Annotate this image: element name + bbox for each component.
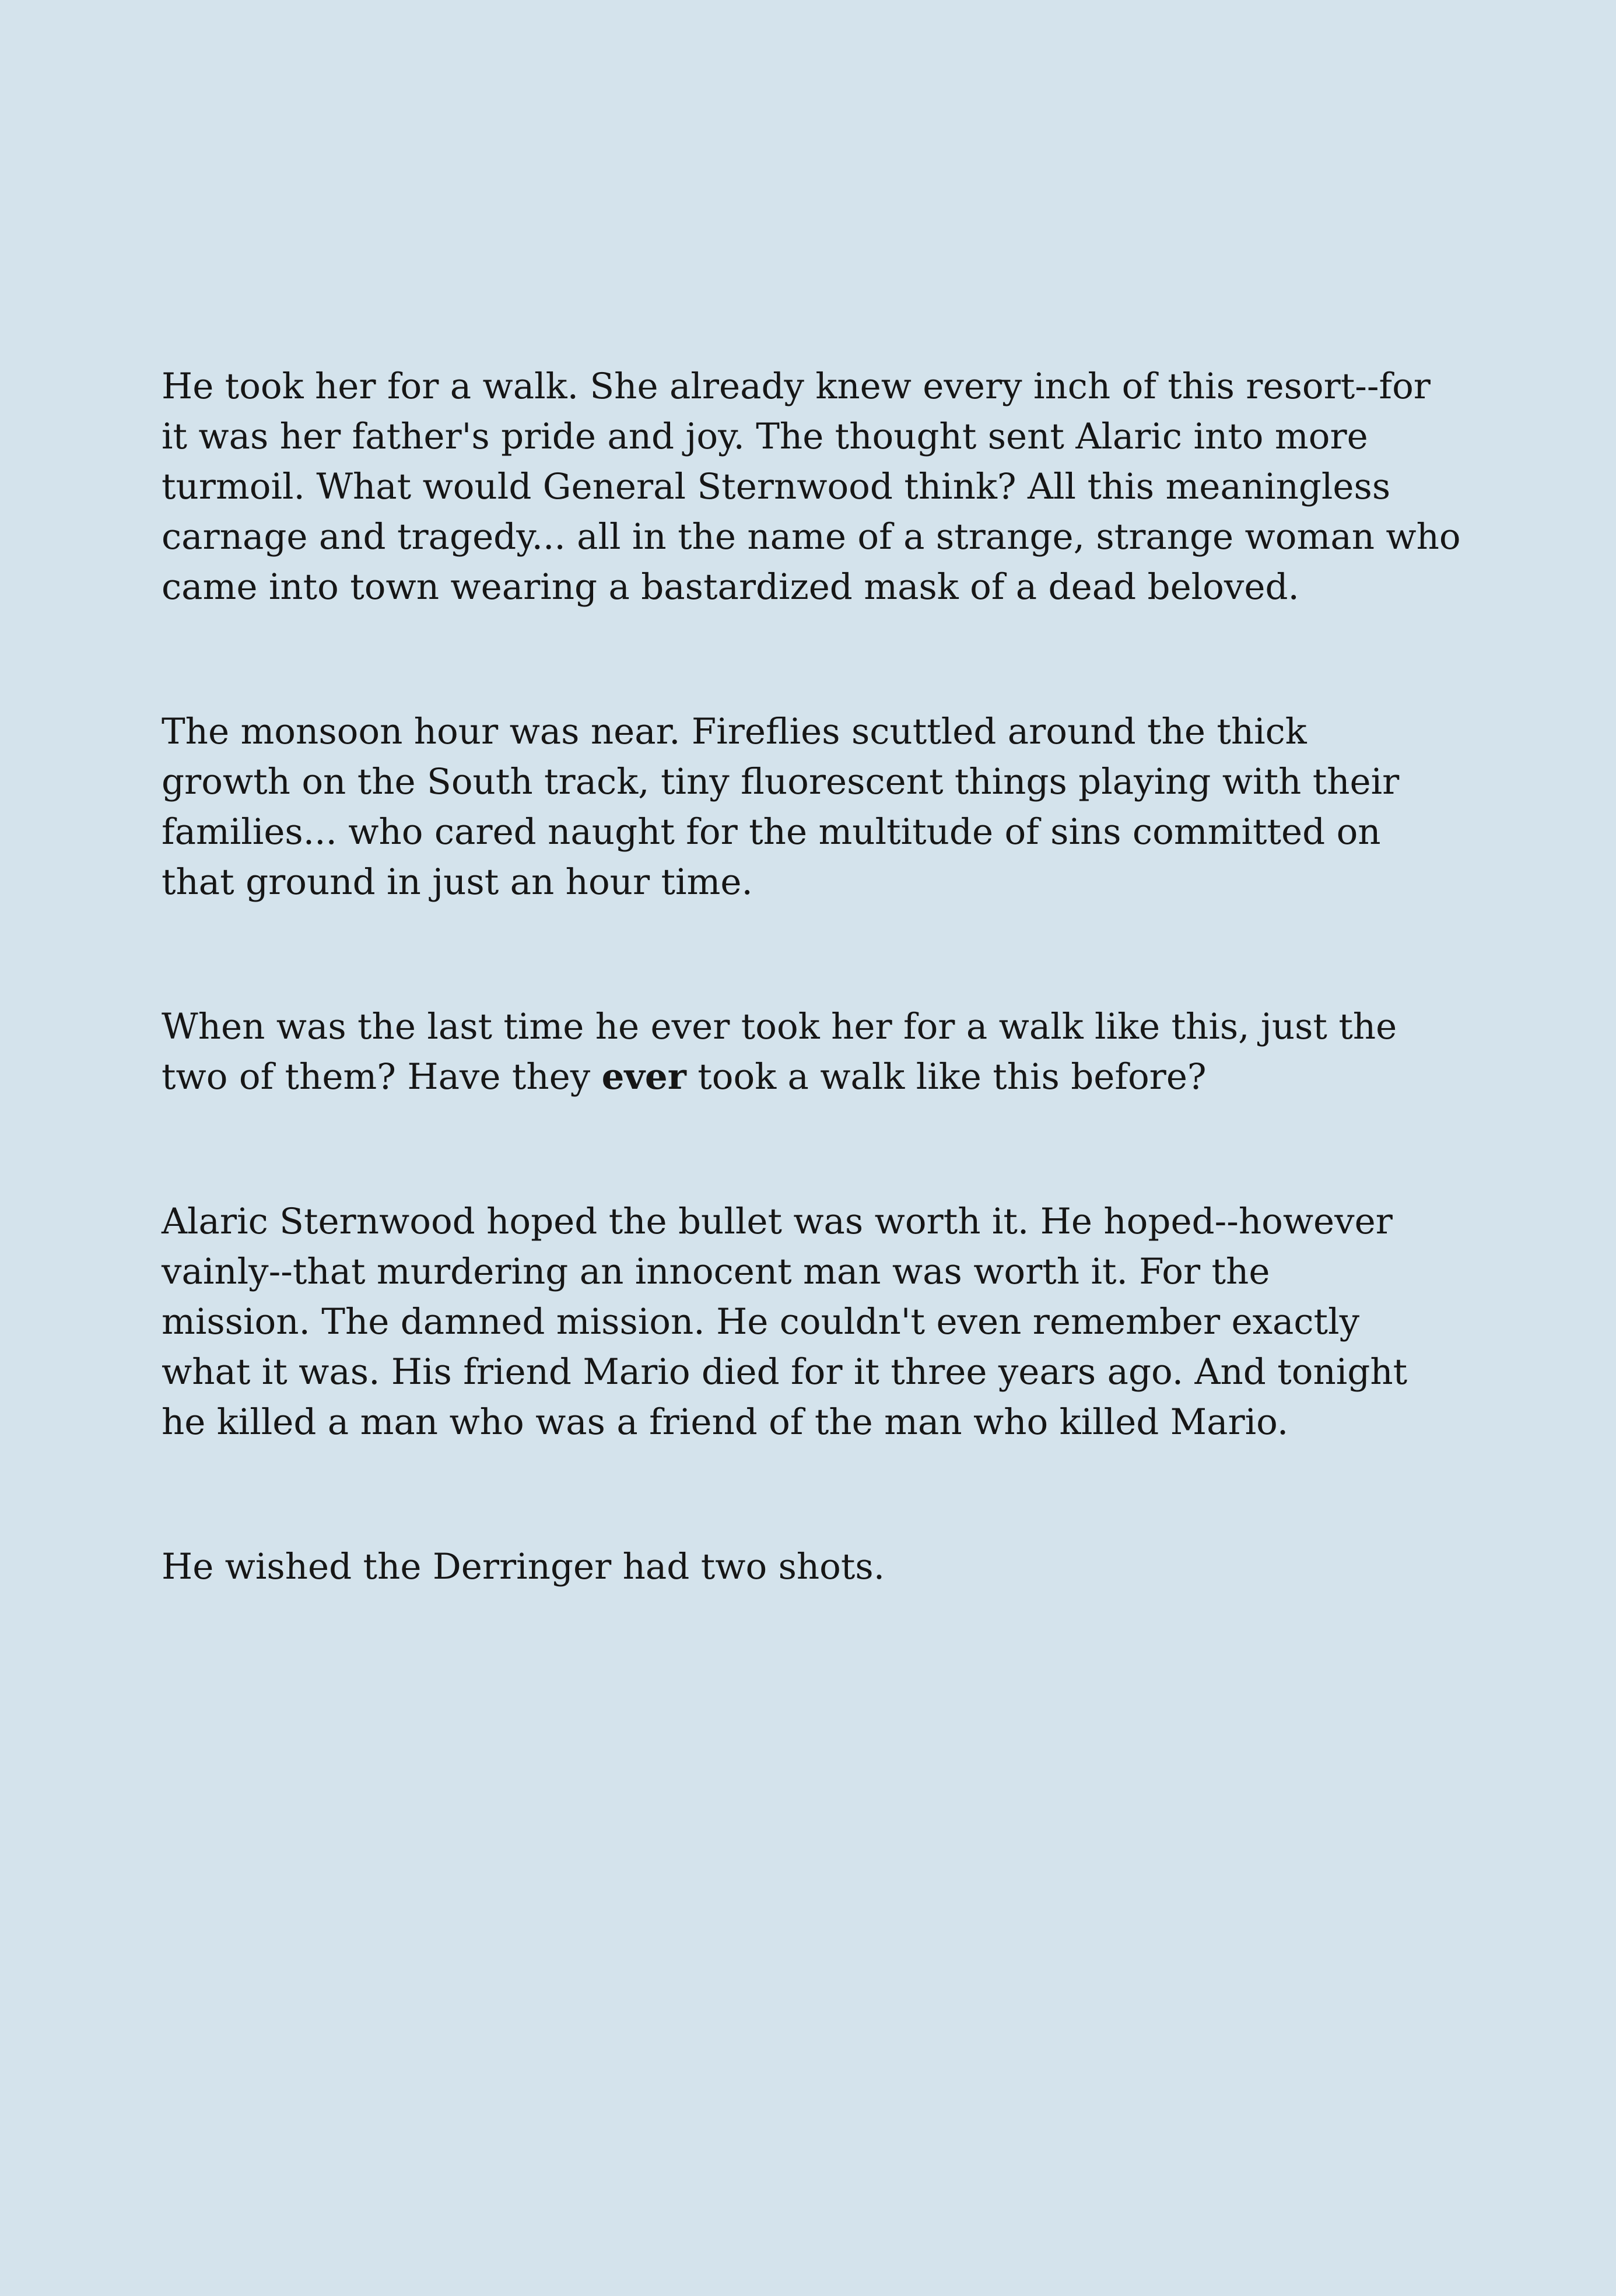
emphasized-word: ever bbox=[601, 1056, 686, 1098]
text-line: When was the last time he ever took her for a walk like this, just the bbox=[162, 1006, 1397, 1047]
text-line: growth on the South track, tiny fluorescent things playing with their bbox=[162, 761, 1400, 802]
text-line: families... who cared naught for the multitude of sins committed on bbox=[162, 811, 1381, 853]
text-line: that ground in just an hour time. bbox=[162, 861, 753, 903]
text-segment: two of them? Have they bbox=[162, 1056, 602, 1098]
paragraph-4 bbox=[162, 1197, 1415, 1447]
text-line: He wished the Derringer had two shots. bbox=[162, 1546, 885, 1587]
text-line: what it was. His friend Mario died for it three years ago. And tonight bbox=[162, 1351, 1408, 1393]
text-line: mission. The damned mission. He couldn't even remember exactly bbox=[162, 1301, 1360, 1342]
paragraph-2 bbox=[162, 707, 1415, 907]
text-line: He took her for a walk. She already knew every inch of this resort--for bbox=[162, 366, 1431, 407]
text-line: it was her father's pride and joy. The thought sent Alaric into more bbox=[162, 416, 1368, 457]
text-line: came into town wearing a bastardized mask of a dead beloved. bbox=[162, 566, 1299, 608]
text-line: he killed a man who was a friend of the man who killed Mario. bbox=[162, 1401, 1289, 1443]
text-line: turmoil. What would General Sternwood think? All this meaningless bbox=[162, 466, 1391, 507]
text-line: Alaric Sternwood hoped the bullet was worth it. He hoped--however bbox=[162, 1201, 1393, 1242]
text-line bbox=[162, 1052, 1415, 1102]
paragraph-5 bbox=[162, 1542, 1415, 1592]
text-line: vainly--that murdering an innocent man was worth it. For the bbox=[162, 1251, 1270, 1292]
text-segment: took a walk like this before? bbox=[686, 1056, 1207, 1098]
text-line: carnage and tragedy... all in the name of a strange, strange woman who bbox=[162, 516, 1461, 558]
paragraph-1 bbox=[162, 362, 1461, 612]
document-body bbox=[162, 362, 1461, 1592]
paragraph-3 bbox=[162, 1002, 1415, 1102]
text-line: The monsoon hour was near. Fireflies scuttled around the thick bbox=[162, 711, 1307, 752]
